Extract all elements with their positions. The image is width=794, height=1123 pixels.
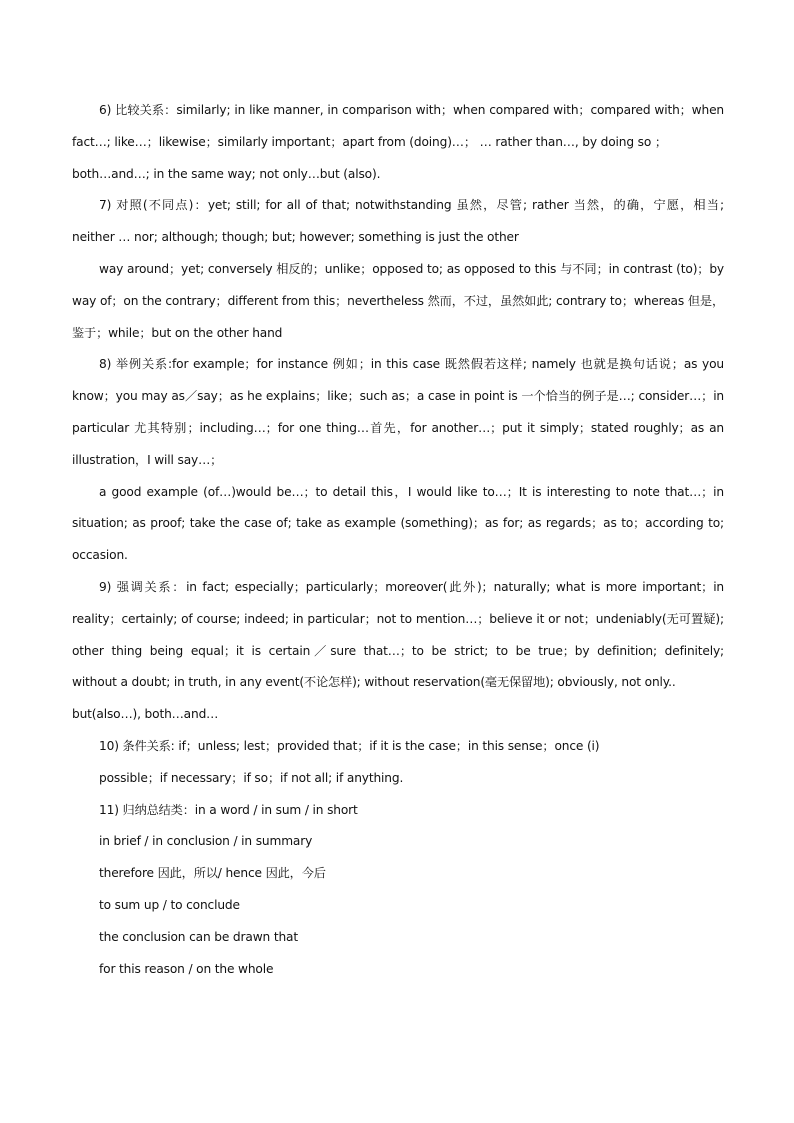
text-line: a good example (of…)would be…；to detail this，I would like to…；It is interesting to note that…；in: [99, 484, 724, 499]
text-line: possible；if necessary；if so；if not all; if anything.: [99, 770, 404, 785]
text-line: fact…; like…；likewise；similarly important；apart from (doing)…； … rather than…, by doing so ；: [72, 134, 667, 149]
text-line: for this reason / on the whole: [99, 961, 274, 976]
text-line: illustration，I will say…；: [72, 452, 223, 467]
text-line: to sum up / to conclude: [99, 897, 240, 912]
text-line: the conclusion can be drawn that: [99, 929, 298, 944]
text-line: 11) 归纳总结类：in a word / in sum / in short: [99, 802, 358, 817]
text-line: without a doubt; in truth, in any event(不论怎样); without reservation(毫无保留地); obviously, not only..: [72, 675, 676, 690]
text-line: way of；on the contrary；different from this；nevertheless 然而，不过，虽然如此; contrary to；whereas 但是，: [72, 293, 724, 308]
text-line: therefore 因此，所以/ hence 因此，今后: [99, 866, 326, 881]
text-line: particular 尤其特别；including…；for one thing…首先，for another…；put it simply；stated roughly；as an: [72, 420, 724, 435]
text-line: both…and…; in the same way; not only…but (also).: [72, 166, 381, 181]
text-line: 10) 条件关系: if；unless; lest；provided that；if it is the case；in this sense；once (i): [99, 738, 600, 753]
text-line: occasion.: [72, 548, 128, 563]
text-line: but(also…), both…and…: [72, 707, 219, 722]
text-line: other thing being equal；it is certain／sure that…；to be strict; to be true；by definition; definitely;: [72, 643, 724, 658]
text-line: situation; as proof; take the case of; take as example (something)；as for; as regards；as to；according to;: [72, 516, 724, 531]
document-body: [72, 95, 724, 985]
text-line: 7) 对照(不同点)：yet; still; for all of that; notwithstanding 虽然，尽管; rather 当然，的确，宁愿，相当;: [99, 198, 724, 213]
text-line: 9) 强调关系：in fact; especially；particularly；moreover(此外)；naturally; what is more important；in: [99, 579, 724, 594]
text-line: reality；certainly; of course; indeed; in particular；not to mention…；believe it or not；undeniably(无可置疑);: [72, 611, 724, 626]
text-line: know；you may as／say；as he explains；like；such as；a case in point is 一个恰当的例子是…; consider…；in: [72, 389, 724, 404]
text-line: 8) 举例关系:for example；for instance 例如；in this case 既然假若这样; namely 也就是换句话说；as you: [99, 357, 724, 372]
text-line: neither … nor; although; though; but; however; something is just the other: [72, 230, 519, 245]
text-line: 6) 比较关系：similarly; in like manner, in comparison with；when compared with；compared with；when: [99, 103, 724, 117]
text-line: way around；yet; conversely 相反的；unlike；opposed to; as opposed to this 与不同；in contrast (to)；by: [99, 261, 724, 276]
text-line: 鉴于；while；but on the other hand: [72, 325, 283, 340]
text-line: in brief / in conclusion / in summary: [99, 834, 313, 849]
